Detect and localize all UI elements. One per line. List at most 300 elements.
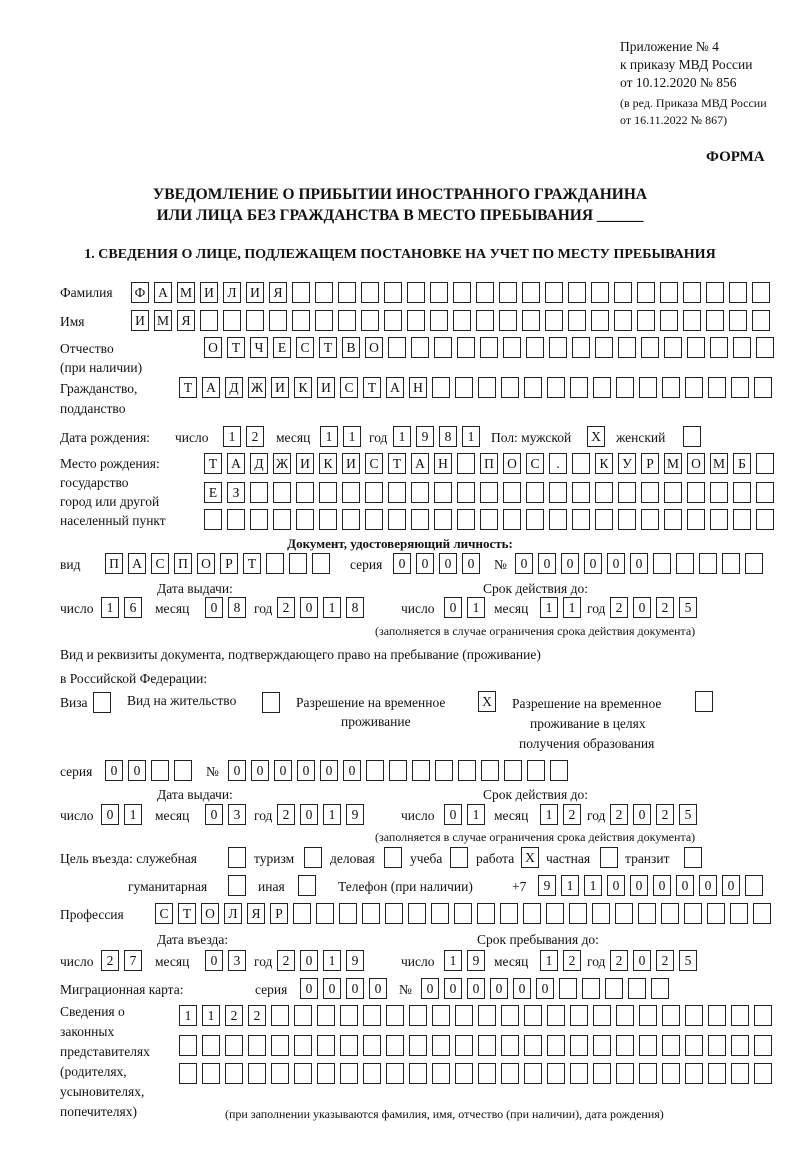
char-box[interactable]: 3 <box>228 804 246 825</box>
char-box[interactable] <box>706 310 724 331</box>
char-box[interactable]: 2 <box>563 950 581 971</box>
char-box[interactable]: 0 <box>205 950 223 971</box>
char-box[interactable] <box>411 482 429 503</box>
char-box[interactable] <box>526 337 544 358</box>
char-box[interactable] <box>292 282 310 303</box>
char-box[interactable] <box>262 692 280 713</box>
char-box[interactable] <box>522 282 540 303</box>
char-box[interactable] <box>317 1063 335 1084</box>
char-box[interactable] <box>388 509 406 530</box>
char-box[interactable] <box>733 509 751 530</box>
char-box[interactable] <box>592 903 610 924</box>
char-box[interactable] <box>454 903 472 924</box>
char-box[interactable]: С <box>526 453 544 474</box>
char-box[interactable] <box>434 482 452 503</box>
char-box[interactable] <box>733 337 751 358</box>
char-box[interactable] <box>545 282 563 303</box>
char-box[interactable]: Ж <box>273 453 291 474</box>
char-box[interactable]: О <box>201 903 219 924</box>
char-box[interactable] <box>695 691 713 712</box>
char-box[interactable] <box>366 760 384 781</box>
char-box[interactable]: 0 <box>228 760 246 781</box>
char-box[interactable] <box>430 310 448 331</box>
char-box[interactable] <box>731 1005 749 1026</box>
entry-month-field[interactable] <box>205 950 251 971</box>
char-box[interactable] <box>687 509 705 530</box>
char-box[interactable]: О <box>503 453 521 474</box>
sex-male-checkbox[interactable] <box>587 426 610 447</box>
name-field[interactable] <box>131 310 775 331</box>
char-box[interactable] <box>431 903 449 924</box>
char-box[interactable]: 1 <box>540 950 558 971</box>
char-box[interactable]: 0 <box>101 804 119 825</box>
char-box[interactable] <box>754 377 772 398</box>
char-box[interactable]: X <box>478 691 496 712</box>
char-box[interactable]: Ч <box>250 337 268 358</box>
char-box[interactable]: 2 <box>610 950 628 971</box>
char-box[interactable] <box>660 282 678 303</box>
char-box[interactable] <box>745 875 763 896</box>
char-box[interactable]: Т <box>243 553 261 574</box>
char-box[interactable]: И <box>200 282 218 303</box>
char-box[interactable]: 2 <box>246 426 264 447</box>
char-box[interactable] <box>549 337 567 358</box>
id-doc-number-field[interactable] <box>515 553 768 574</box>
char-box[interactable] <box>745 553 763 574</box>
char-box[interactable]: 5 <box>679 804 697 825</box>
char-box[interactable] <box>615 903 633 924</box>
char-box[interactable] <box>432 377 450 398</box>
char-box[interactable] <box>605 978 623 999</box>
char-box[interactable]: 0 <box>538 553 556 574</box>
char-box[interactable] <box>476 310 494 331</box>
char-box[interactable] <box>639 1035 657 1056</box>
char-box[interactable]: П <box>105 553 123 574</box>
char-box[interactable] <box>641 482 659 503</box>
char-box[interactable] <box>547 1063 565 1084</box>
char-box[interactable] <box>480 509 498 530</box>
char-box[interactable]: 1 <box>563 597 581 618</box>
id-issue-month-field[interactable] <box>205 597 251 618</box>
char-box[interactable] <box>450 847 468 868</box>
char-box[interactable]: 0 <box>513 978 531 999</box>
char-box[interactable] <box>409 1005 427 1026</box>
char-box[interactable] <box>179 1035 197 1056</box>
char-box[interactable] <box>639 377 657 398</box>
char-box[interactable]: 0 <box>444 804 462 825</box>
char-box[interactable] <box>662 1063 680 1084</box>
char-box[interactable] <box>756 509 774 530</box>
char-box[interactable] <box>273 509 291 530</box>
char-box[interactable] <box>174 760 192 781</box>
id-valid-year-field[interactable] <box>610 597 702 618</box>
char-box[interactable] <box>683 310 701 331</box>
residence-permit-checkbox[interactable] <box>262 692 285 713</box>
representatives-field-row3[interactable] <box>179 1063 777 1084</box>
char-box[interactable] <box>434 509 452 530</box>
char-box[interactable]: Д <box>250 453 268 474</box>
char-box[interactable] <box>614 310 632 331</box>
char-box[interactable] <box>549 509 567 530</box>
char-box[interactable] <box>618 509 636 530</box>
char-box[interactable] <box>570 377 588 398</box>
char-box[interactable] <box>699 553 717 574</box>
char-box[interactable] <box>503 337 521 358</box>
char-box[interactable] <box>432 1063 450 1084</box>
char-box[interactable]: Т <box>179 377 197 398</box>
char-box[interactable]: В <box>342 337 360 358</box>
char-box[interactable] <box>312 553 330 574</box>
char-box[interactable] <box>687 482 705 503</box>
char-box[interactable] <box>457 453 475 474</box>
char-box[interactable]: С <box>155 903 173 924</box>
char-box[interactable]: 2 <box>101 950 119 971</box>
char-box[interactable] <box>455 377 473 398</box>
char-box[interactable]: Я <box>177 310 195 331</box>
char-box[interactable] <box>593 1035 611 1056</box>
char-box[interactable] <box>595 482 613 503</box>
representatives-field-row1[interactable] <box>179 1005 777 1026</box>
char-box[interactable]: 3 <box>228 950 246 971</box>
migration-number-field[interactable] <box>421 978 674 999</box>
char-box[interactable] <box>637 282 655 303</box>
char-box[interactable]: 1 <box>124 804 142 825</box>
char-box[interactable]: 0 <box>536 978 554 999</box>
char-box[interactable] <box>710 509 728 530</box>
char-box[interactable]: 9 <box>346 804 364 825</box>
char-box[interactable]: 1 <box>320 426 338 447</box>
char-box[interactable]: А <box>128 553 146 574</box>
char-box[interactable]: 1 <box>561 875 579 896</box>
char-box[interactable] <box>204 509 222 530</box>
char-box[interactable] <box>503 482 521 503</box>
char-box[interactable] <box>527 760 545 781</box>
purpose-transit-checkbox[interactable] <box>684 847 707 868</box>
char-box[interactable]: М <box>710 453 728 474</box>
char-box[interactable] <box>616 1063 634 1084</box>
char-box[interactable] <box>637 310 655 331</box>
char-box[interactable] <box>731 1063 749 1084</box>
char-box[interactable] <box>289 553 307 574</box>
char-box[interactable] <box>503 509 521 530</box>
char-box[interactable] <box>338 282 356 303</box>
char-box[interactable] <box>568 310 586 331</box>
char-box[interactable] <box>455 1035 473 1056</box>
char-box[interactable] <box>501 1063 519 1084</box>
char-box[interactable] <box>549 482 567 503</box>
char-box[interactable] <box>570 1035 588 1056</box>
char-box[interactable] <box>708 1035 726 1056</box>
char-box[interactable]: 0 <box>343 760 361 781</box>
char-box[interactable]: 0 <box>105 760 123 781</box>
char-box[interactable] <box>501 1005 519 1026</box>
char-box[interactable] <box>522 310 540 331</box>
char-box[interactable] <box>386 1063 404 1084</box>
char-box[interactable] <box>547 377 565 398</box>
entry-day-field[interactable] <box>101 950 147 971</box>
char-box[interactable] <box>752 282 770 303</box>
char-box[interactable] <box>361 282 379 303</box>
char-box[interactable]: 2 <box>656 804 674 825</box>
char-box[interactable]: 0 <box>490 978 508 999</box>
id-doc-series-field[interactable] <box>393 553 485 574</box>
char-box[interactable]: С <box>365 453 383 474</box>
char-box[interactable]: 1 <box>444 950 462 971</box>
char-box[interactable] <box>660 310 678 331</box>
char-box[interactable] <box>388 482 406 503</box>
char-box[interactable] <box>293 903 311 924</box>
char-box[interactable]: К <box>319 453 337 474</box>
char-box[interactable]: И <box>271 377 289 398</box>
char-box[interactable] <box>411 337 429 358</box>
char-box[interactable]: 0 <box>323 978 341 999</box>
purpose-work-checkbox[interactable] <box>521 847 544 868</box>
char-box[interactable]: 0 <box>462 553 480 574</box>
migration-series-field[interactable] <box>300 978 392 999</box>
char-box[interactable] <box>524 377 542 398</box>
char-box[interactable] <box>524 1063 542 1084</box>
char-box[interactable] <box>363 1035 381 1056</box>
char-box[interactable]: 0 <box>300 978 318 999</box>
char-box[interactable] <box>595 337 613 358</box>
char-box[interactable]: 1 <box>584 875 602 896</box>
char-box[interactable] <box>753 903 771 924</box>
char-box[interactable] <box>317 1005 335 1026</box>
char-box[interactable]: 0 <box>421 978 439 999</box>
char-box[interactable] <box>266 553 284 574</box>
char-box[interactable]: 0 <box>653 875 671 896</box>
char-box[interactable] <box>547 1035 565 1056</box>
char-box[interactable] <box>591 310 609 331</box>
char-box[interactable]: С <box>340 377 358 398</box>
char-box[interactable]: Ф <box>131 282 149 303</box>
char-box[interactable]: У <box>618 453 636 474</box>
char-box[interactable] <box>614 282 632 303</box>
char-box[interactable]: 0 <box>584 553 602 574</box>
char-box[interactable] <box>582 978 600 999</box>
char-box[interactable] <box>708 1005 726 1026</box>
char-box[interactable] <box>389 760 407 781</box>
char-box[interactable] <box>729 310 747 331</box>
char-box[interactable]: 1 <box>467 597 485 618</box>
char-box[interactable] <box>676 553 694 574</box>
char-box[interactable]: Т <box>319 337 337 358</box>
purpose-private-checkbox[interactable] <box>600 847 623 868</box>
char-box[interactable]: Я <box>269 282 287 303</box>
char-box[interactable] <box>250 482 268 503</box>
patronymic-field[interactable] <box>204 337 779 358</box>
citizenship-field[interactable] <box>179 377 777 398</box>
char-box[interactable] <box>683 282 701 303</box>
char-box[interactable] <box>432 1005 450 1026</box>
purpose-business-checkbox[interactable] <box>384 847 407 868</box>
char-box[interactable]: 1 <box>323 597 341 618</box>
char-box[interactable]: 1 <box>540 804 558 825</box>
char-box[interactable]: 0 <box>467 978 485 999</box>
char-box[interactable] <box>271 1035 289 1056</box>
char-box[interactable] <box>384 847 402 868</box>
purpose-humanitarian-checkbox[interactable] <box>228 875 251 896</box>
char-box[interactable]: П <box>480 453 498 474</box>
char-box[interactable] <box>730 903 748 924</box>
char-box[interactable]: Н <box>434 453 452 474</box>
temp-residence-checkbox[interactable] <box>478 691 501 712</box>
char-box[interactable]: 0 <box>561 553 579 574</box>
char-box[interactable] <box>684 847 702 868</box>
char-box[interactable] <box>559 978 577 999</box>
char-box[interactable]: 0 <box>633 950 651 971</box>
char-box[interactable] <box>434 337 452 358</box>
id-issue-year-field[interactable] <box>277 597 369 618</box>
char-box[interactable] <box>225 1035 243 1056</box>
char-box[interactable]: 8 <box>346 597 364 618</box>
char-box[interactable]: 8 <box>228 597 246 618</box>
char-box[interactable]: 1 <box>467 804 485 825</box>
stay-valid-year-field[interactable] <box>610 804 702 825</box>
char-box[interactable]: X <box>521 847 539 868</box>
until-year-field[interactable] <box>610 950 702 971</box>
char-box[interactable] <box>269 310 287 331</box>
char-box[interactable] <box>664 509 682 530</box>
char-box[interactable] <box>756 482 774 503</box>
char-box[interactable] <box>685 377 703 398</box>
char-box[interactable]: 0 <box>676 875 694 896</box>
char-box[interactable]: 1 <box>323 950 341 971</box>
char-box[interactable] <box>638 903 656 924</box>
char-box[interactable]: 0 <box>439 553 457 574</box>
char-box[interactable]: 0 <box>607 875 625 896</box>
char-box[interactable]: 2 <box>277 950 295 971</box>
char-box[interactable] <box>499 282 517 303</box>
char-box[interactable] <box>200 310 218 331</box>
char-box[interactable]: Т <box>227 337 245 358</box>
char-box[interactable]: Р <box>220 553 238 574</box>
char-box[interactable] <box>504 760 522 781</box>
char-box[interactable] <box>641 509 659 530</box>
char-box[interactable] <box>572 482 590 503</box>
char-box[interactable]: 1 <box>343 426 361 447</box>
stay-issue-day-field[interactable] <box>101 804 147 825</box>
char-box[interactable]: 1 <box>202 1005 220 1026</box>
birthplace-field-row2[interactable] <box>204 482 779 503</box>
char-box[interactable]: 0 <box>630 875 648 896</box>
char-box[interactable]: 7 <box>124 950 142 971</box>
char-box[interactable] <box>457 509 475 530</box>
stay-valid-month-field[interactable] <box>540 804 586 825</box>
char-box[interactable]: 0 <box>515 553 533 574</box>
char-box[interactable] <box>384 282 402 303</box>
until-month-field[interactable] <box>540 950 586 971</box>
purpose-service-checkbox[interactable] <box>228 847 251 868</box>
char-box[interactable] <box>639 1063 657 1084</box>
char-box[interactable]: 2 <box>656 950 674 971</box>
stay-doc-number-field[interactable] <box>228 760 573 781</box>
char-box[interactable] <box>662 1005 680 1026</box>
char-box[interactable] <box>731 1035 749 1056</box>
char-box[interactable] <box>595 509 613 530</box>
char-box[interactable] <box>550 760 568 781</box>
char-box[interactable] <box>93 692 111 713</box>
char-box[interactable] <box>569 903 587 924</box>
char-box[interactable] <box>296 509 314 530</box>
visa-checkbox[interactable] <box>93 692 116 713</box>
char-box[interactable] <box>408 903 426 924</box>
birth-day-field[interactable] <box>223 426 269 447</box>
char-box[interactable]: А <box>411 453 429 474</box>
char-box[interactable] <box>568 282 586 303</box>
char-box[interactable] <box>616 1035 634 1056</box>
char-box[interactable] <box>572 509 590 530</box>
char-box[interactable] <box>664 337 682 358</box>
char-box[interactable] <box>340 1035 358 1056</box>
char-box[interactable] <box>616 377 634 398</box>
char-box[interactable] <box>500 903 518 924</box>
char-box[interactable] <box>722 553 740 574</box>
char-box[interactable]: 0 <box>630 553 648 574</box>
char-box[interactable] <box>342 509 360 530</box>
char-box[interactable] <box>524 1035 542 1056</box>
char-box[interactable] <box>685 1063 703 1084</box>
char-box[interactable] <box>591 282 609 303</box>
char-box[interactable] <box>480 482 498 503</box>
char-box[interactable] <box>225 1063 243 1084</box>
char-box[interactable] <box>361 310 379 331</box>
char-box[interactable]: 0 <box>346 978 364 999</box>
char-box[interactable] <box>296 482 314 503</box>
entry-year-field[interactable] <box>277 950 369 971</box>
char-box[interactable] <box>319 509 337 530</box>
char-box[interactable]: Е <box>273 337 291 358</box>
char-box[interactable] <box>363 1063 381 1084</box>
char-box[interactable]: 0 <box>444 597 462 618</box>
char-box[interactable] <box>664 482 682 503</box>
char-box[interactable]: И <box>296 453 314 474</box>
char-box[interactable] <box>453 310 471 331</box>
char-box[interactable] <box>729 282 747 303</box>
char-box[interactable]: 1 <box>323 804 341 825</box>
id-valid-month-field[interactable] <box>540 597 586 618</box>
birth-month-field[interactable] <box>320 426 366 447</box>
char-box[interactable] <box>246 310 264 331</box>
char-box[interactable]: 1 <box>540 597 558 618</box>
char-box[interactable] <box>653 553 671 574</box>
char-box[interactable]: 2 <box>610 804 628 825</box>
char-box[interactable] <box>618 482 636 503</box>
char-box[interactable]: И <box>342 453 360 474</box>
char-box[interactable]: 9 <box>416 426 434 447</box>
char-box[interactable]: 2 <box>225 1005 243 1026</box>
char-box[interactable] <box>248 1063 266 1084</box>
until-day-field[interactable] <box>444 950 490 971</box>
char-box[interactable] <box>593 1005 611 1026</box>
char-box[interactable] <box>707 903 725 924</box>
char-box[interactable] <box>386 1005 404 1026</box>
char-box[interactable] <box>570 1063 588 1084</box>
char-box[interactable] <box>685 1035 703 1056</box>
char-box[interactable] <box>385 903 403 924</box>
char-box[interactable] <box>407 310 425 331</box>
char-box[interactable]: А <box>202 377 220 398</box>
char-box[interactable]: 0 <box>300 597 318 618</box>
char-box[interactable] <box>250 509 268 530</box>
char-box[interactable] <box>304 847 322 868</box>
char-box[interactable]: 0 <box>722 875 740 896</box>
char-box[interactable] <box>227 509 245 530</box>
temp-residence-edu-checkbox[interactable] <box>695 691 718 712</box>
char-box[interactable] <box>457 337 475 358</box>
phone-field[interactable] <box>538 875 768 896</box>
char-box[interactable] <box>412 760 430 781</box>
